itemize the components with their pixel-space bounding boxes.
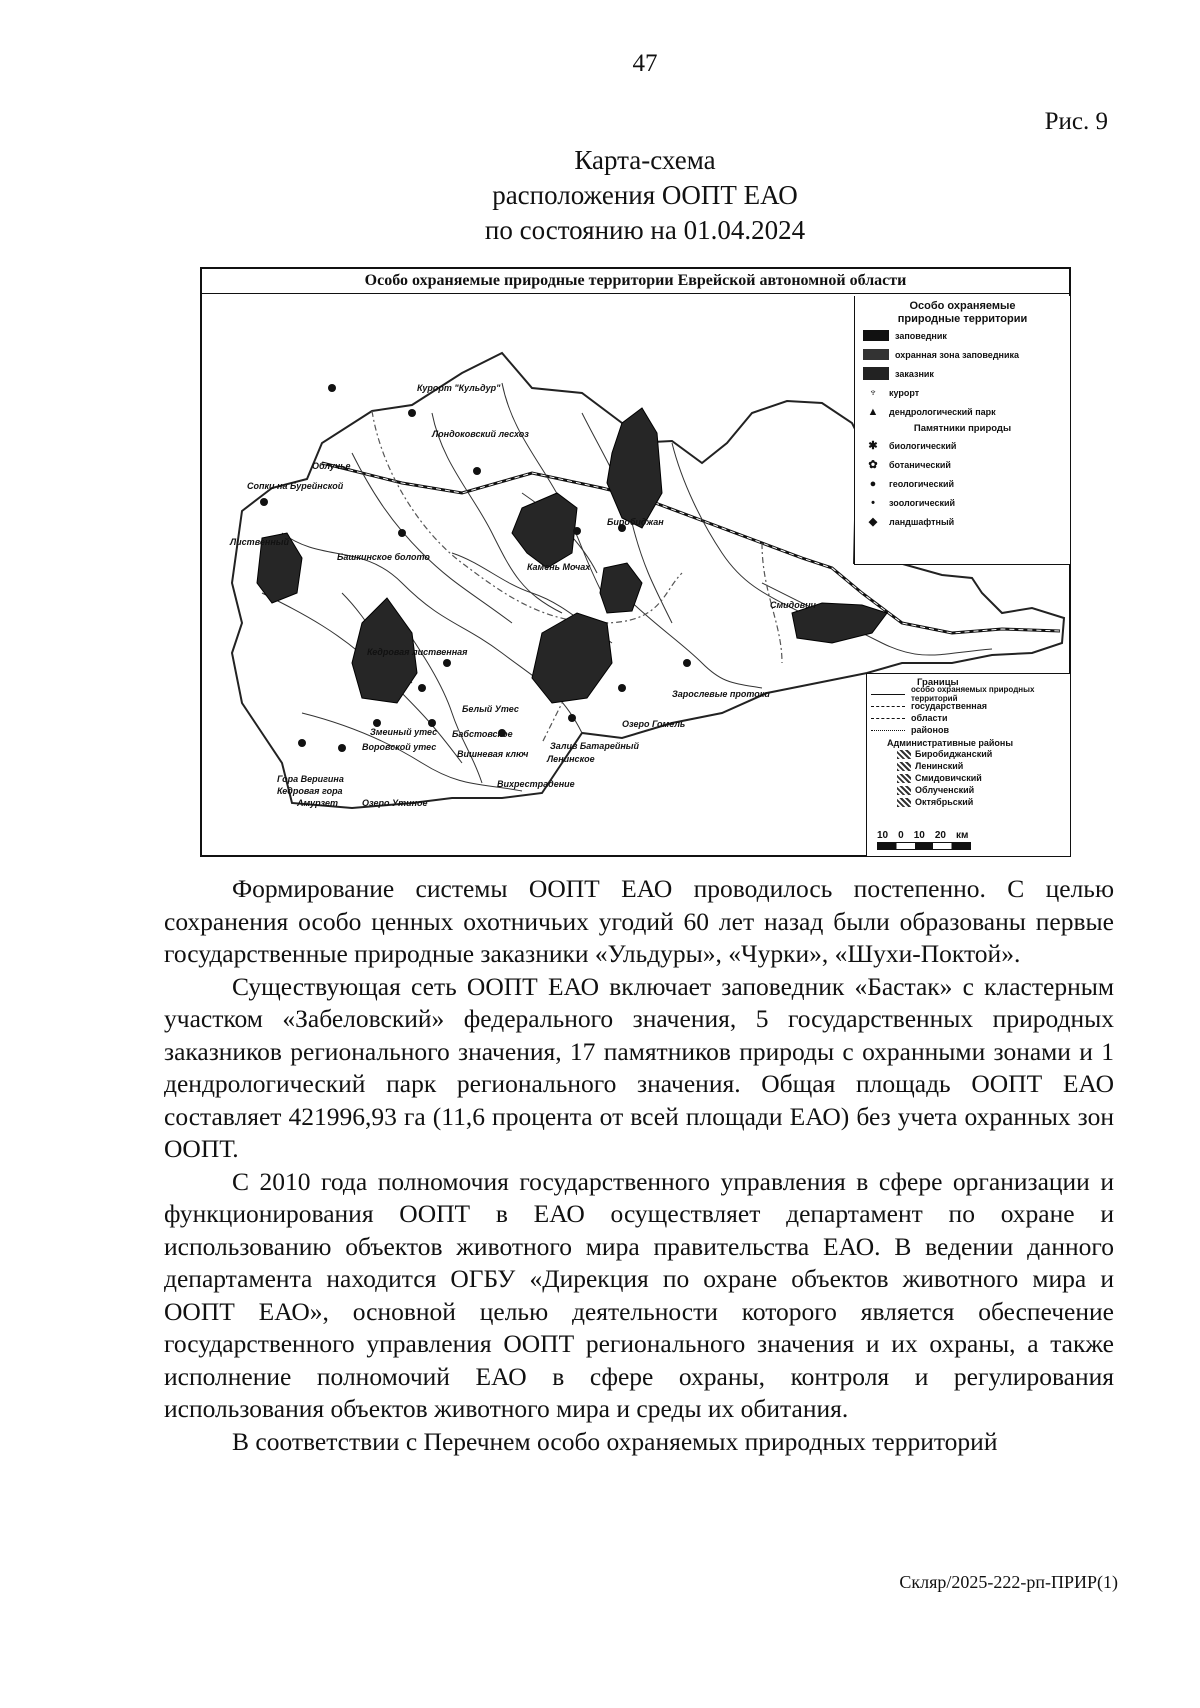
legend-item xyxy=(855,345,1070,364)
legend-border-item xyxy=(867,724,1070,736)
resort-icon: ♆ xyxy=(868,386,878,399)
map-legend xyxy=(854,296,1070,565)
legend-item xyxy=(855,436,1070,455)
map-place-label: Кедровая гора xyxy=(277,786,343,796)
scale-tick-label: 10 xyxy=(877,830,889,841)
zakaznik-area xyxy=(607,408,662,528)
border-line-state xyxy=(871,706,905,707)
legend-district-item xyxy=(867,748,1070,760)
map-place-label: Озеро Гомель xyxy=(622,719,686,729)
map-place-label: Озеро Утиное xyxy=(362,798,428,808)
body-text xyxy=(164,873,1114,1458)
map-place-label: Амурзет xyxy=(297,798,339,808)
zoological-icon: • xyxy=(871,496,875,509)
map-place-label: Лиственный xyxy=(230,537,289,547)
map-place-label: Змеиный утес xyxy=(370,727,438,737)
figure-title-line: по состоянию на 01.04.2024 xyxy=(484,215,806,245)
map-place-label: Залив Батарейный xyxy=(550,741,639,751)
legend-district-item xyxy=(867,796,1070,808)
botanical-icon: ✿ xyxy=(868,459,878,471)
page-number: 47 xyxy=(632,50,658,77)
legend-label: Смидовичский xyxy=(915,773,982,783)
map-place-label: Воровской утес xyxy=(362,742,437,752)
map-place-label: Вишневая ключ xyxy=(457,749,529,759)
legend-district-item xyxy=(867,760,1070,772)
legend-label: охранная зона заповедника xyxy=(895,349,1020,360)
geological-icon: ● xyxy=(869,477,877,490)
legend-label: районов xyxy=(911,725,949,735)
legend-title-line: Особо охраняемые xyxy=(909,300,1016,312)
legend-label: государственная xyxy=(911,701,987,711)
figure-title-line: Карта-схема xyxy=(574,145,716,175)
scale-tick-label: 10 xyxy=(913,830,925,841)
legend-label: геологический xyxy=(889,478,955,489)
district-swatch xyxy=(897,762,911,771)
border-line-district xyxy=(871,730,905,731)
legend-label: области xyxy=(911,713,948,723)
legend-title xyxy=(855,300,1070,326)
zapovednik-swatch xyxy=(863,330,889,341)
map-place-label: Смидович xyxy=(770,600,816,610)
paragraph: Формирование системы ООПТ ЕАО проводилось постепенно. С целью сохранения особо ценных охотничьих угодий 60 лет назад были образованы первые государственные природные заказники «Ульдуры», «Чурки», «Шухи-Поктой». xyxy=(164,874,1114,968)
map-place-label: Вихрестрадение xyxy=(497,779,575,789)
legend-item xyxy=(855,512,1070,531)
district-swatch xyxy=(897,750,911,759)
scale-bar-graphic xyxy=(877,842,971,850)
legend-label: Облученский xyxy=(915,785,975,795)
legend-label: Октябрьский xyxy=(915,797,974,807)
legend-item xyxy=(855,326,1070,345)
border-line-oopt xyxy=(871,694,905,695)
map-figure xyxy=(200,267,1071,857)
border-line-region xyxy=(871,718,905,719)
legend-item xyxy=(855,455,1070,474)
map-place-label: Бабстовское xyxy=(452,729,513,739)
map-place-label: Кедровая лиственная xyxy=(367,647,468,657)
map-place-label: Гора Веригина xyxy=(277,774,344,784)
legend-item xyxy=(855,402,1070,421)
legend-label: Биробиджанский xyxy=(915,749,993,759)
legend-border-item xyxy=(867,685,1070,703)
buffer-swatch xyxy=(863,349,889,360)
legend-borders-title: Границы xyxy=(917,677,959,688)
dendropark-icon: ▲ xyxy=(867,405,879,418)
legend-admin-heading: Административные районы xyxy=(887,738,1014,748)
legend-label: особо охраняемых природных территорий xyxy=(911,685,1035,703)
map-scale-bar xyxy=(877,830,971,850)
legend-item xyxy=(855,364,1070,383)
legend-label: дендрологический парк xyxy=(889,406,996,417)
zakaznik-area xyxy=(532,613,612,703)
district-swatch xyxy=(897,798,911,807)
map-place-label: Облучье xyxy=(312,461,351,471)
legend-district-item xyxy=(867,772,1070,784)
legend-item xyxy=(855,383,1070,402)
zapovednik-area xyxy=(512,493,577,568)
figure-title xyxy=(0,143,1200,248)
landscape-icon: ◆ xyxy=(868,516,878,528)
scale-numbers xyxy=(877,830,971,841)
document-code: Скляр/2025-222-рп-ПРИР(1) xyxy=(899,1572,1118,1592)
district-swatch xyxy=(897,774,911,783)
map-place-label: Лондоковский лесхоз xyxy=(432,429,529,439)
scale-unit-label: км xyxy=(955,830,969,841)
biological-icon: ✱ xyxy=(868,440,878,452)
zakaznik-swatch xyxy=(863,367,889,380)
legend-title-line: природные территории xyxy=(897,313,1028,325)
map-place-label: Зарослевые протоки xyxy=(672,689,770,699)
legend-border-item xyxy=(867,712,1070,724)
paragraph: В соответствии с Перечнем особо охраняемых природных территорий xyxy=(232,1426,998,1456)
map-place-label: Сопки на Бурейнской xyxy=(247,481,344,491)
legend-label: заповедник xyxy=(895,330,947,341)
map-place-label: Камень Мочах xyxy=(527,562,591,572)
map-place-label: Белый Утес xyxy=(462,704,519,714)
legend-item xyxy=(855,474,1070,493)
figure-title-line: расположения ООПТ ЕАО xyxy=(492,180,798,210)
map-place-label: Башкинское болото xyxy=(337,552,430,562)
map-heading: Особо охраняемые природные территории Еврейской автономной области xyxy=(202,269,1069,294)
paragraph: Существующая сеть ООПТ ЕАО включает заповедник «Бастак» с кластерным участком «Забеловский» федерального значения, 5 государственных природных заказников регионального значения, 17 памятников природы с охранными зонами и 1 дендрологический парк регионального значения. Общая площадь ООПТ ЕАО составляет 421996,93 га (11,6 процента от всей площади ЕАО) без учета охранных зон ООПТ. xyxy=(164,971,1114,1163)
legend-label: курорт xyxy=(889,387,920,398)
map-legend-borders xyxy=(866,673,1070,856)
map-place-label: Биробиджан xyxy=(607,517,664,527)
map-place-label: Ленинское xyxy=(547,754,595,764)
legend-label: Ленинский xyxy=(915,761,964,771)
legend-district-item xyxy=(867,784,1070,796)
scale-tick-label: 20 xyxy=(934,830,946,841)
legend-label: ботанический xyxy=(889,459,951,470)
district-swatch xyxy=(897,786,911,795)
scale-tick-label: 0 xyxy=(898,830,904,841)
legend-label: зоологический xyxy=(889,497,956,508)
map-place-label: Курорт "Кульдур" xyxy=(417,383,501,393)
legend-label: биологический xyxy=(889,440,957,451)
legend-item xyxy=(855,493,1070,512)
legend-label: ландшафтный xyxy=(889,516,955,527)
legend-label: заказник xyxy=(895,368,934,379)
figure-label: Рис. 9 xyxy=(1044,108,1108,135)
paragraph: С 2010 года полномочия государственного управления в сфере организации и функционирования ООПТ в ЕАО осуществляет департамент по охране и использованию объектов животного мира правительства ЕАО. В ведении данного департамента находится ОГБУ «Дирекция по охране объектов животного мира и ООПТ ЕАО», основной целью деятельности которого является обеспечение государственного управления ООПТ регионального значения и их охраны, а также исполнение полномочий ЕАО в сфере охраны, контроля и регулирования использования объектов животного мира и среды их обитания. xyxy=(164,1166,1114,1423)
legend-subheading: Памятники природы xyxy=(913,423,1012,434)
